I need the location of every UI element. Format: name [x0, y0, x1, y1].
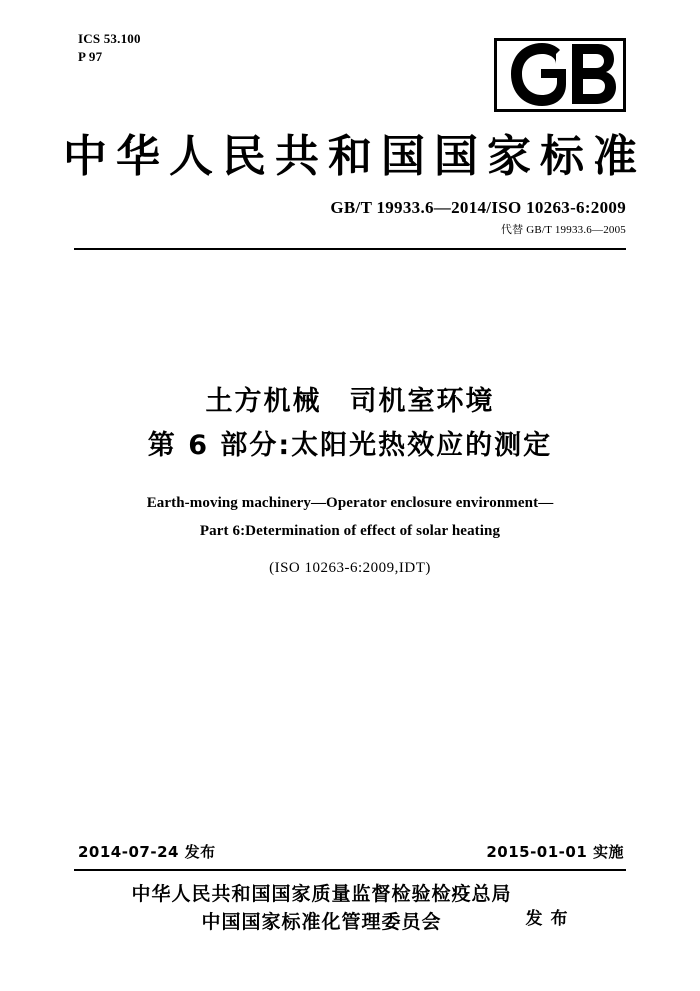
effective-date: 2015-01-01 实施	[486, 843, 624, 861]
footer-divider	[74, 869, 626, 871]
publisher-issue-label: 发 布	[525, 909, 569, 929]
title-cn-part3: 第 6 部分:太阳光热效应的测定	[147, 430, 553, 461]
standard-number: GB/T 19933.6—2014/ISO 10263-6:2009	[330, 198, 626, 217]
publisher-block	[0, 880, 700, 936]
ics-classification-block	[78, 30, 141, 65]
title-cn-part2: 司机室环境	[349, 386, 495, 417]
document-title-chinese	[0, 380, 700, 468]
title-en-line1: Earth-moving machinery—Operator enclosure environment—	[146, 495, 554, 511]
issue-date: 2014-07-24 发布	[78, 843, 216, 861]
document-title-english	[0, 489, 700, 545]
title-cn-part1: 土方机械	[205, 386, 322, 417]
ics-code: ICS 53.100	[78, 31, 141, 46]
publisher-line-2: 中国国家标准化管理委员会	[201, 911, 442, 933]
title-en-line2: Part 6:Determination of effect of solar heating	[199, 523, 501, 539]
iso-correspondence: (ISO 10263-6:2009,IDT)	[269, 560, 431, 576]
header-divider	[74, 248, 626, 250]
ccs-code: P 97	[78, 49, 103, 64]
publisher-line-1: 中华人民共和国国家质量监督检验检疫总局	[131, 883, 512, 905]
replaced-standard-note: 代替 GB/T 19933.6—2005	[500, 224, 626, 236]
national-standard-title: 中华人民共和国国家标准	[63, 131, 646, 182]
gb-logo-icon	[494, 38, 626, 112]
